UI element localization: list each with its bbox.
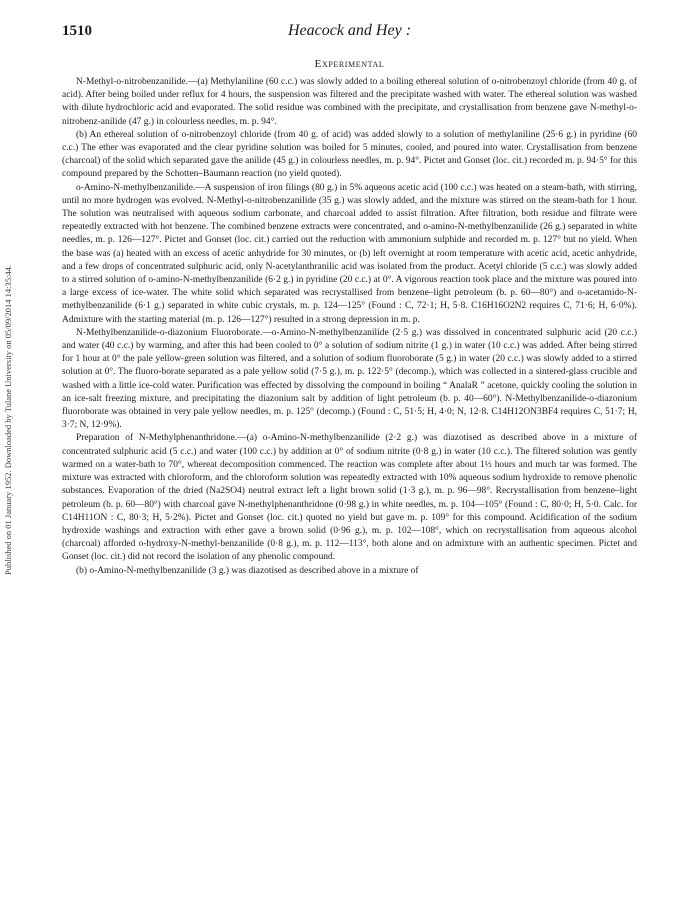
page-number: 1510: [62, 23, 92, 39]
paragraph: o-Amino-N-methylbenzanilide.—A suspension of iron filings (80 g.) in 5% aqueous acetic acid (100 c.c.) was heated on a steam-bath, with stirring, until no more hydrogen was evolved. N-Methyl-o-nitrobenzanilide (35 g.) was slowly added, and the mixture was stirred on the steam-bath for 1 hour. The solution was neutralised with aqueous sodium carbonate, and charcoal added to assist filtration. After filtration, both residue and filtrate were repeatedly extracted with hot benzene. The combined benzene extracts were concentrated, and o-amino-N-methylbenzanilide (26 g.) separated in white needles, m. p. 126—127°. Pictet and Gonset (loc. cit.) carried out the reduction with ammonium sulphide and recorded m. p. 127° but no yield. When the base was (a) heated with an excess of acetic anhydride for 30 minutes, or (b) left overnight at room temperature with acetic acid, acetic anhydride, and a few drops of concentrated sulphuric acid, only N-acetylanthranilic acid was isolated from the product. Acetyl chloride (5 c.c.) was slowly added to a stirred solution of o-amino-N-methylbenzanilide (6·2 g.) in pyridine (20 c.c.) at 0°. A vigorous reaction took place and the mixture was poured into a large excess of ice-water. The white solid which separated was recrystallised from benzene–light petroleum (b. p. 60—80°) and o-acetamido-N-methylbenzanilide (6·1 g.) separated in white cubic crystals, m. p. 124—125° (Found : C, 72·1; H, 5·8. C16H16O2N2 requires C, 71·6; H, 6·0%). Admixture with the starting material (m. p. 126—127°) resulted in a strong depression in m. p.: [62, 182, 637, 325]
paragraph: Preparation of N-Methylphenanthridone.—(a) o-Amino-N-methylbenzanilide (2·2 g.) was diazotised as described above in a mixture of concentrated sulphuric acid (5 c.c.) and water (100 c.c.) by addition at 0° of sodium nitrite (0·8 g.) in water (10 c.c.). The filtered solution was gently warmed on a water-bath to 70°, whereat decomposition commenced. The reaction was complete after about 1½ hours and much tar was formed. The mixture was extracted with chloroform, and the chloroform solution was repeatedly extracted with 10% aqueous sodium hydroxide to remove phenolic substances. Evaporation of the dried (Na2SO4) neutral extract left a light brown solid (1·3 g.), m. p. 96—98°. Recrystallisation from benzene–light petroleum (b. p. 60—80°) with charcoal gave N-methylphenanthridone (0·98 g.) in white needles, m. p. 104—105° (Found : C, 80·0; H, 5·0. Calc. for C14H11ON : C, 80·3; H, 5·2%). Pictet and Gonset (loc. cit.) quoted no yield but gave m. p. 109° for this compound. Acidification of the sodium hydroxide washings and extraction with ether gave a brown solid (0·96 g.), m. p. 102—108°, which on recrystallisation from aqueous alcohol (charcoal) afforded o-hydroxy-N-methyl-benzanilide (0·8 g.), m. p. 112—113°, both alone and on admixture with an authentic specimen. Pictet and Gonset (loc. cit.) did not record the isolation of any phenolic compound.: [62, 433, 637, 563]
download-notice: Published on 01 January 1952. Downloaded by Tulane University on 05/09/2014 14:35:44.: [3, 265, 13, 576]
paragraph: (b) An ethereal solution of o-nitrobenzoyl chloride (from 40 g. of acid) was added slowly to a solution of methylaniline (25·6 g.) in pyridine (60 c.c.) The ether was evaporated and the clear pyridine solution was boiled for 5 minutes, cooled, and poured into water. Crystallisation from benzene (charcoal) of the solid which separated gave the anilide (45 g.) in colourless needles, m. p. 94°. Pictet and Gonset (loc. cit.) recorded m. p. 94·5° for this compound prepared by the Schotten–Baumann reaction (no yield quoted).: [62, 129, 637, 180]
running-title: Heacock and Hey :: [287, 22, 412, 39]
body-text: [62, 76, 637, 578]
paragraph: N-Methyl-o-nitrobenzanilide.—(a) Methylaniline (60 c.c.) was slowly added to a boiling ethereal solution of o-nitrobenzoyl chloride (from 40 g. of acid). After being boiled under reflux for 4 hours, the suspension was filtered and the precipitate washed with water. The ethereal solution was washed with dilute hydrochloric acid and evaporated. The solid residue was combined with the precipitate, and crystallisation from benzene gave N-methyl-o-nitrobenz-anilide (47 g.) in colourless needles, m. p. 94°.: [62, 77, 637, 127]
page: [62, 22, 637, 578]
section-heading: Experimental: [314, 58, 385, 70]
page-header: [62, 22, 637, 44]
paragraph: (b) o-Amino-N-methylbenzanilide (3 g.) was diazotised as described above in a mixture of: [76, 565, 419, 576]
paragraph: N-Methylbenzanilide-o-diazonium Fluoroborate.—o-Amino-N-methylbenzanilide (2·5 g.) was dissolved in concentrated sulphuric acid (20 c.c.) and water (40 c.c.) by warming, and after this had been cooled to 0° a solution of sodium nitrite (1 g.) in water (10 c.c.) was added. After being stirred for 1 hour at 0° the pale yellow-green solution was filtered, and a solution of sodium fluoroborate (5 g.) in water (20 c.c.) was slowly added to a stirred solution at 0°. The fluoro-borate separated as a pale yellow solid (7·5 g.), m. p. 122·5° (decomp.), which was collected in a sintered-glass crucible and washed with a little ice-cold water. Purification was effected by dissolving the compound in boiling “ AnalaR ” acetone, quickly cooling the solution in an ice-salt freezing mixture, and precipitating the diazonium salt by addition of light petroleum (b. p. 40—60°). N-Methylbenzanilide-o-diazonium fluoroborate was obtained in very pale yellow needles, m. p. 125° (decomp.) (Found : C, 51·5; H, 4·0; N, 12·8. C14H12ON3BF4 requires C, 51·7; H, 3·7; N, 12·9%).: [62, 327, 637, 431]
